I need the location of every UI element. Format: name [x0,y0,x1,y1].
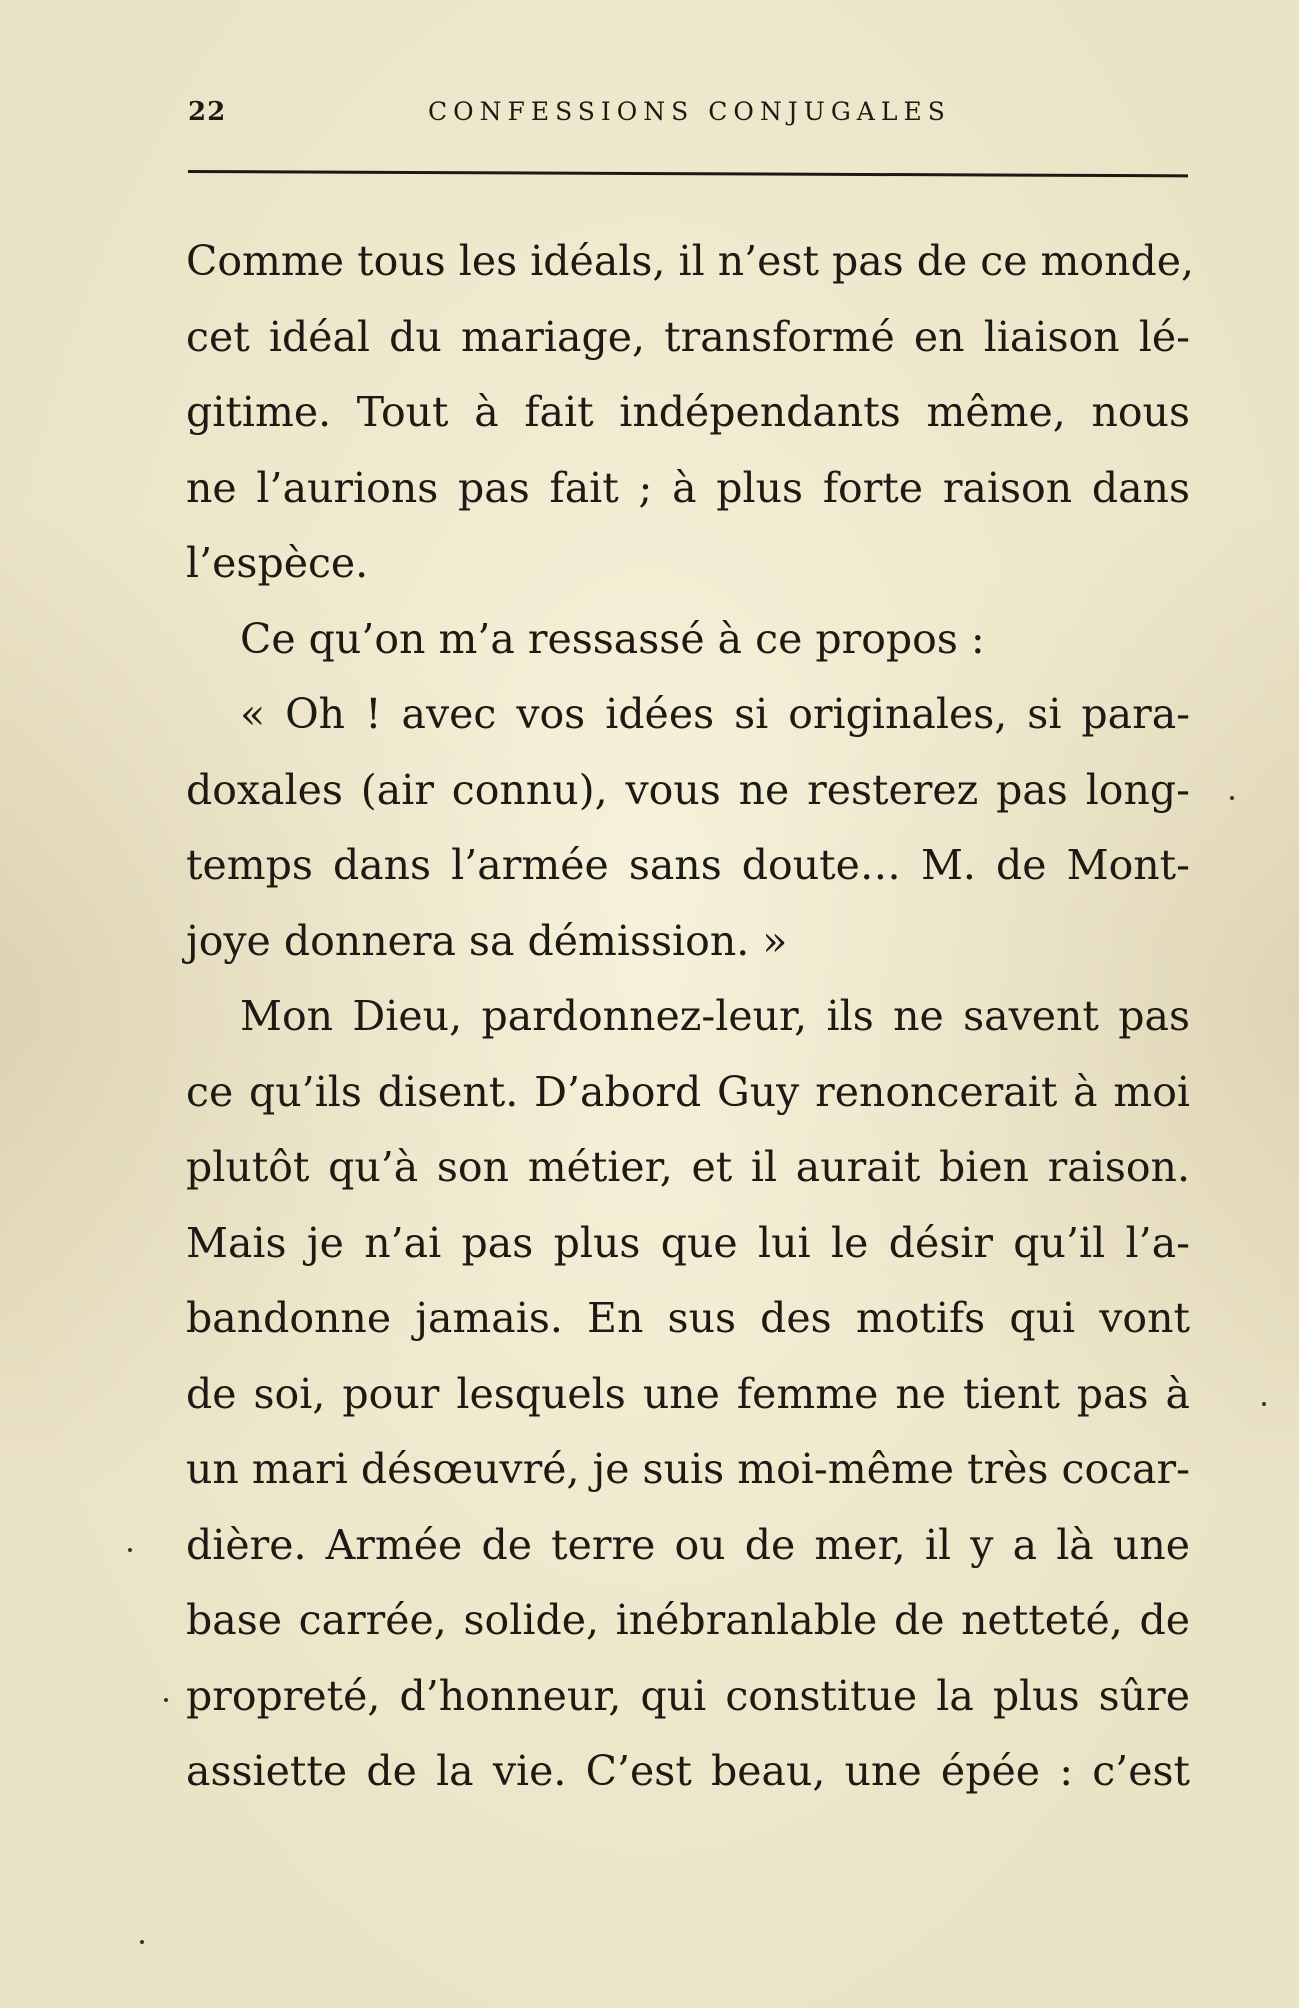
text-line: ce qu’ils disent. D’abord Guy renoncerait à moi [186,1067,1190,1116]
text-line: Mais je n’ai pas plus que lui le désir qu’il l’a- [186,1218,1190,1267]
text-line: doxales (air connu), vous ne resterez pas long- [186,765,1190,814]
running-title: CONFESSIONS CONJUGALES [428,97,951,126]
text-line: Mon Dieu, pardonnez-leur, ils ne savent pas [240,992,1190,1040]
text-line: un mari désœuvré, je suis moi-même très cocar- [186,1445,1190,1493]
paper-speck [164,1698,168,1702]
text-line: temps dans l’armée sans doute… M. de Mont- [186,841,1190,889]
text-line: Comme tous les idéals, il n’est pas de ce monde, [186,237,1195,285]
header-rule [188,170,1188,177]
text-line: base carrée, solide, inébranlable de netteté, de [186,1596,1190,1644]
paper-speck [128,1548,132,1552]
text-line: gitime. Tout à fait indépendants même, nous [186,388,1190,436]
text-line: joye donnera sa démission. » [186,916,788,965]
text-line: assiette de la vie. C’est beau, une épée : c’est [186,1747,1190,1795]
page-number: 22 [188,97,227,127]
paper-speck [140,1940,144,1944]
text-line: Ce qu’on m’a ressassé à ce propos : [240,614,985,663]
text-line: bandonne jamais. En sus des motifs qui vont [186,1294,1190,1342]
paper-speck [1262,1402,1266,1406]
text-line: propreté, d’honneur, qui constitue la plus sûre [186,1671,1190,1720]
body-text [186,224,1195,1810]
text-line: cet idéal du mariage, transformé en liaison lé- [186,312,1190,361]
text-line: plutôt qu’à son métier, et il aurait bien raison. [186,1143,1190,1191]
running-head [188,92,1188,132]
text-line: ne l’aurions pas fait ; à plus forte raison dans [186,463,1190,512]
paper-speck [1230,796,1234,800]
text-line: l’espèce. [186,539,369,587]
text-line: dière. Armée de terre ou de mer, il y a là une [186,1520,1190,1569]
text-line: « Oh ! avec vos idées si originales, si para- [240,690,1190,738]
text-line: de soi, pour lesquels une femme ne tient pas à [186,1369,1190,1418]
